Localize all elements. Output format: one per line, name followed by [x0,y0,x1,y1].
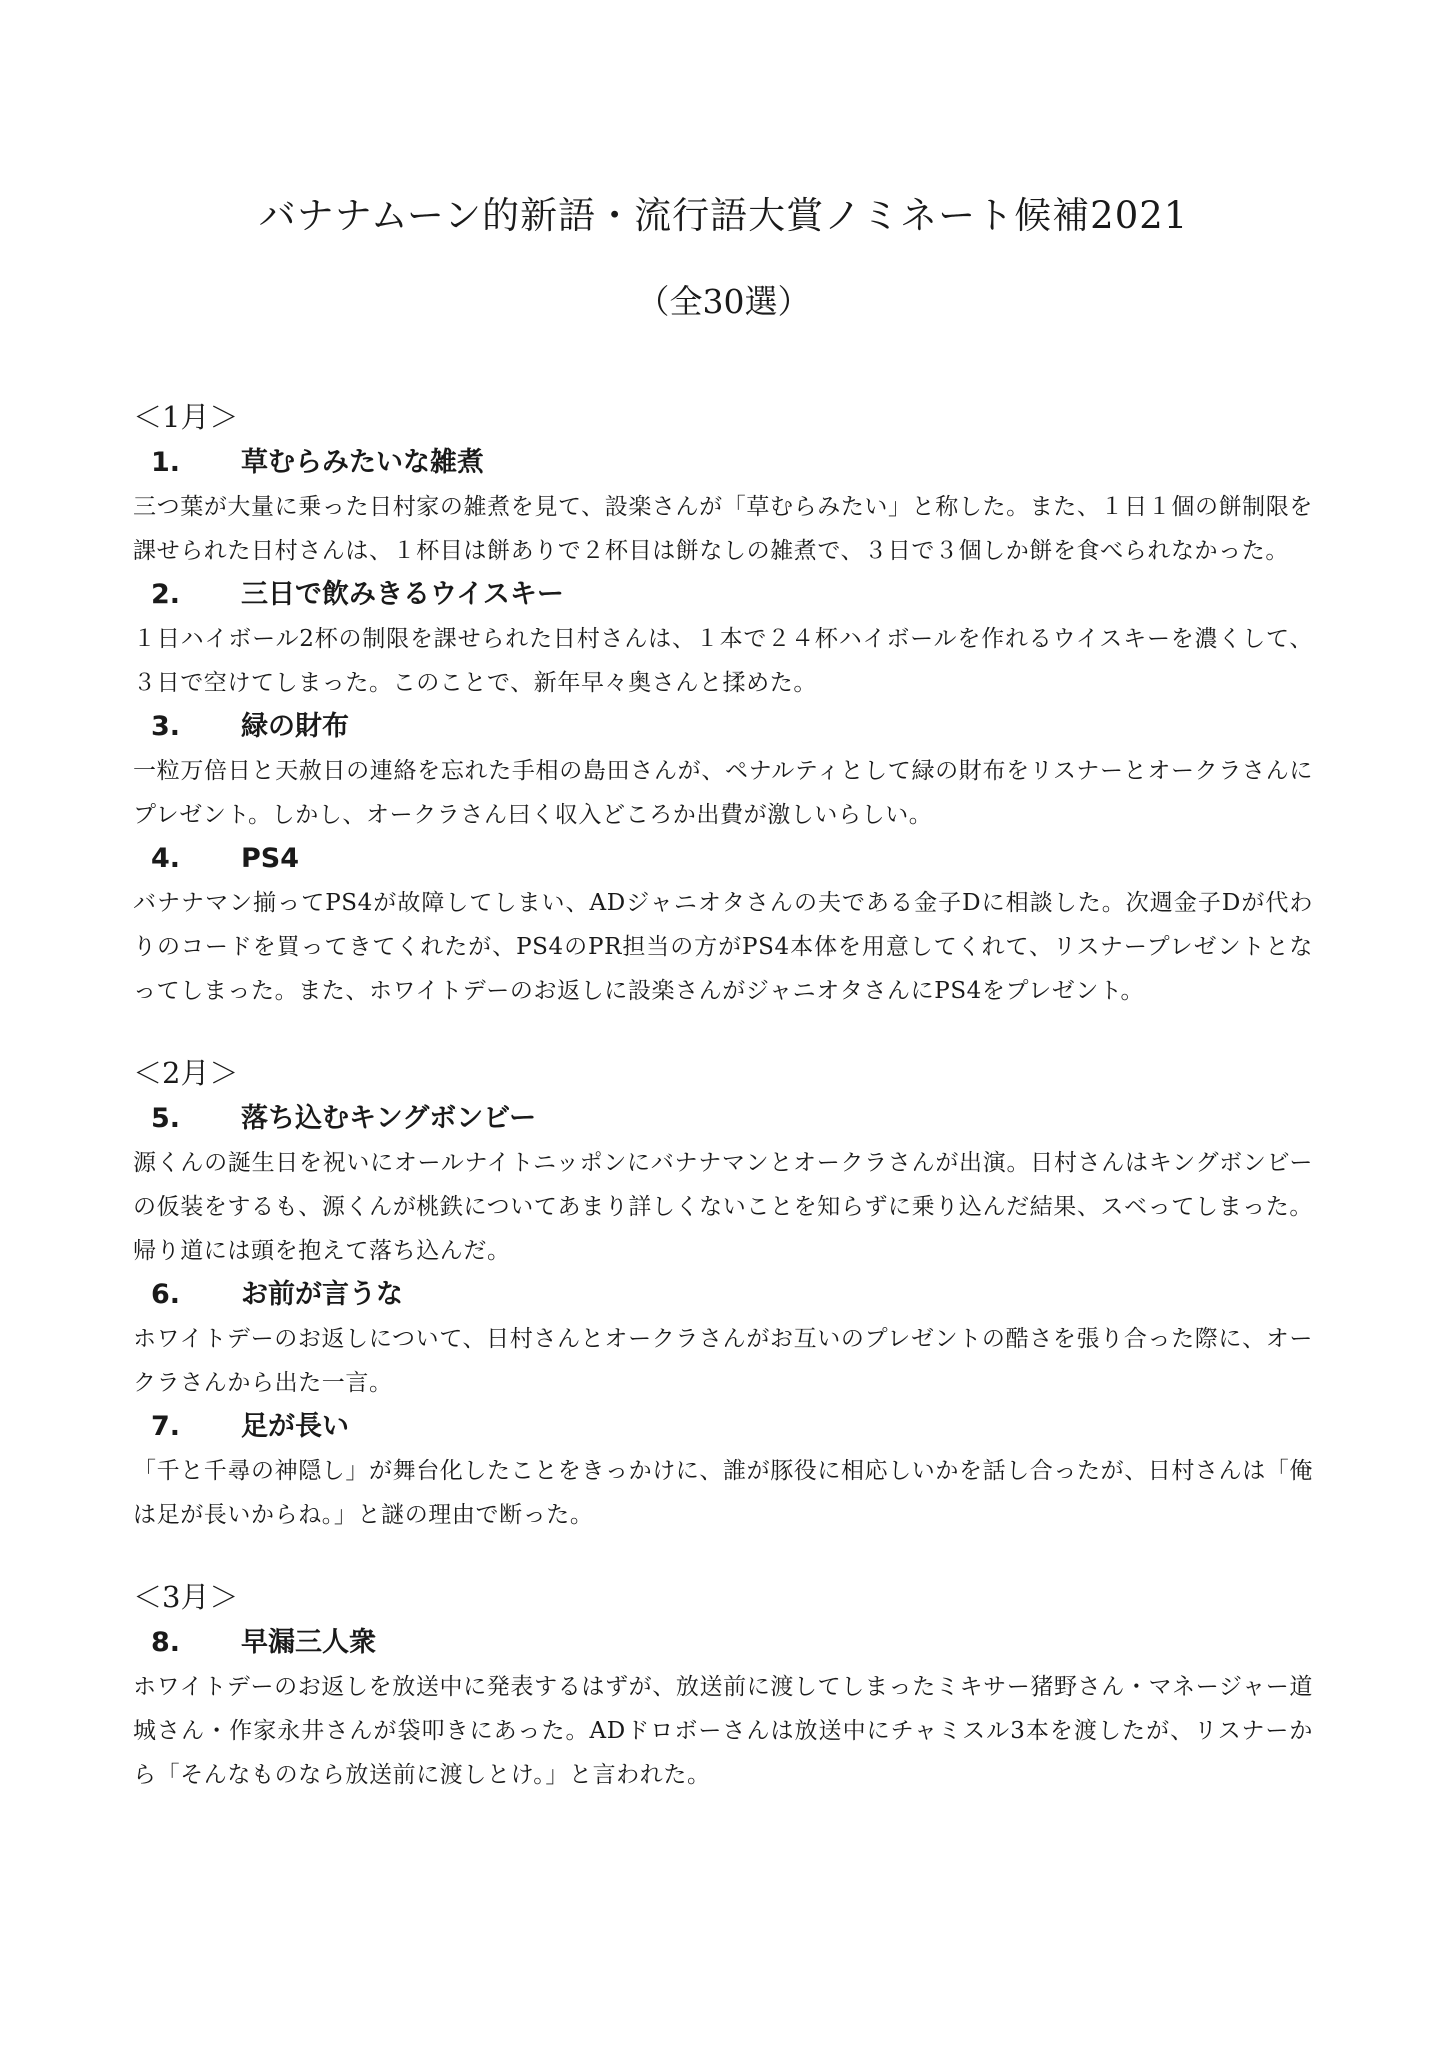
entry-title: 足が長い [241,1411,349,1442]
entry-item [133,1405,1313,1537]
month-heading-february: ＜2月＞ [133,1056,239,1090]
entry-number: 3. [151,711,181,742]
entry-heading [133,705,1313,749]
month-heading-march: ＜3月＞ [133,1580,239,1614]
entry-item [133,441,1313,573]
section-spacer [133,1537,1313,1575]
entry-number: 4. [151,843,181,874]
entry-item [133,1097,1313,1273]
entry-title: 緑の財布 [241,711,349,742]
entry-number: 8. [151,1627,181,1658]
entry-description: ホワイトデーのお返しについて、日村さんとオークラさんがお互いのプレゼントの酷さを張り合った際に、オークラさんから出た一言。 [133,1326,1313,1396]
entry-description: バナナマン揃ってPS4が故障してしまい、ADジャニオタさんの夫である金子Dに相談した。次週金子Dが代わりのコードを買ってきてくれたが、PS4のPR担当の方がPS4本体を用意してくれて、リスナープレゼントとなってしまった。また、ホワイトデーのお返しに設楽さんがジャニオタさんにPS4をプレゼント。 [133,890,1313,1004]
entry-item [133,1273,1313,1405]
entry-title: 草むらみたいな雑煮 [241,447,484,478]
entry-heading [133,1405,1313,1449]
entry-description: 一粒万倍日と天赦日の連絡を忘れた手相の島田さんが、ペナルティとして緑の財布をリスナーとオークラさんにプレゼント。しかし、オークラさん曰く収入どころか出費が激しいらしい。 [133,758,1313,828]
entry-heading [133,573,1313,617]
entry-heading [133,1097,1313,1141]
entry-item [133,573,1313,705]
entry-number: 7. [151,1411,181,1442]
document-body [133,395,1313,1797]
entry-title: PS4 [241,843,300,874]
entry-number: 2. [151,579,181,610]
entry-title: 三日で飲みきるウイスキー [241,579,564,610]
entry-number: 6. [151,1279,181,1310]
entry-item [133,837,1313,1013]
entry-description: １日ハイボール2杯の制限を課せられた日村さんは、１本で２４杯ハイボールを作れるウイスキーを濃くして、３日で空けてしまった。このことで、新年早々奥さんと揉めた。 [133,626,1313,696]
entry-heading [133,1273,1313,1317]
entry-item [133,1621,1313,1797]
entry-item [133,705,1313,837]
page-subtitle: （全30選） [636,282,811,321]
entry-description: ホワイトデーのお返しを放送中に発表するはずが、放送前に渡してしまったミキサー猪野さん・マネージャー道城さん・作家永井さんが袋叩きにあった。ADドロボーさんは放送中にチャミスル3本を渡したが、リスナーから「そんなものなら放送前に渡しとけ。」と言われた。 [133,1674,1313,1788]
entry-description: 源くんの誕生日を祝いにオールナイトニッポンにバナナマンとオークラさんが出演。日村さんはキングボンビーの仮装をするも、源くんが桃鉄についてあまり詳しくないことを知らずに乗り込んだ結果、スベってしまった。帰り道には頭を抱えて落ち込んだ。 [133,1150,1313,1264]
entry-description: 三つ葉が大量に乗った日村家の雑煮を見て、設楽さんが「草むらみたい」と称した。また、１日１個の餅制限を課せられた日村さんは、１杯目は餅ありで２杯目は餅なしの雑煮で、３日で３個しか餅を食べられなかった。 [133,494,1313,564]
entry-number: 1. [151,447,181,478]
section-spacer [133,1013,1313,1051]
entry-title: 早漏三人衆 [241,1627,376,1658]
entry-heading [133,837,1313,881]
entry-title: 落ち込むキングボンビー [241,1103,537,1134]
entry-title: お前が言うな [241,1279,403,1310]
page-title: バナナムーン的新語・流行語大賞ノミネート候補2021 [258,194,1189,237]
entry-heading [133,441,1313,485]
month-heading-january: ＜1月＞ [133,400,239,434]
entry-heading [133,1621,1313,1665]
entry-number: 5. [151,1103,181,1134]
entry-description: 「千と千尋の神隠し」が舞台化したことをきっかけに、誰が豚役に相応しいかを話し合ったが、日村さんは「俺は足が長いからね。」と謎の理由で断った。 [133,1458,1313,1528]
